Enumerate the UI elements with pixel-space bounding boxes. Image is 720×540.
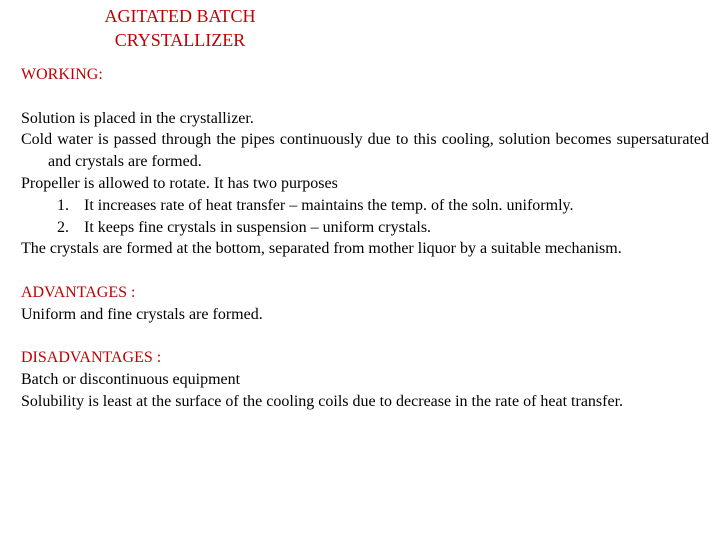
working-paragraph-3: Propeller is allowed to rotate. It has two purposes (21, 174, 338, 192)
list-item (21, 195, 709, 217)
working-paragraph-4: The crystals are formed at the bottom, separated from mother liquor by a suitable mechanism. (21, 240, 622, 258)
working-paragraph-2: Cold water is passed through the pipes continuously due to this cooling, solution becomes supersaturated and crystals are formed. (21, 131, 709, 171)
working-paragraph-1: Solution is placed in the crystallizer. (21, 109, 254, 127)
document-body (21, 64, 709, 413)
list-item-number: 2. (57, 218, 69, 236)
disadvantages-paragraph-2: Solubility is least at the surface of the cooling coils due to decrease in the rate of heat transfer. (21, 392, 624, 410)
advantages-heading: ADVANTAGES : (21, 283, 136, 301)
spacer (21, 86, 709, 108)
working-heading: WORKING: (21, 66, 103, 83)
list-item (21, 217, 709, 239)
advantages-paragraph-1: Uniform and fine crystals are formed. (21, 305, 263, 323)
title-line-2: CRYSTALLIZER (114, 30, 246, 50)
disadvantages-paragraph-1: Batch or discontinuous equipment (21, 371, 241, 389)
list-item-text: It increases rate of heat transfer – maintains the temp. of the soln. uniformly. (84, 196, 574, 214)
list-item-text: It keeps fine crystals in suspension – uniform crystals. (84, 218, 432, 236)
spacer (21, 326, 709, 348)
title-line-1: AGITATED BATCH (104, 6, 256, 26)
disadvantages-heading: DISADVANTAGES : (21, 349, 162, 367)
list-item-number: 1. (57, 196, 69, 214)
spacer (21, 260, 709, 282)
page-title (60, 4, 300, 52)
